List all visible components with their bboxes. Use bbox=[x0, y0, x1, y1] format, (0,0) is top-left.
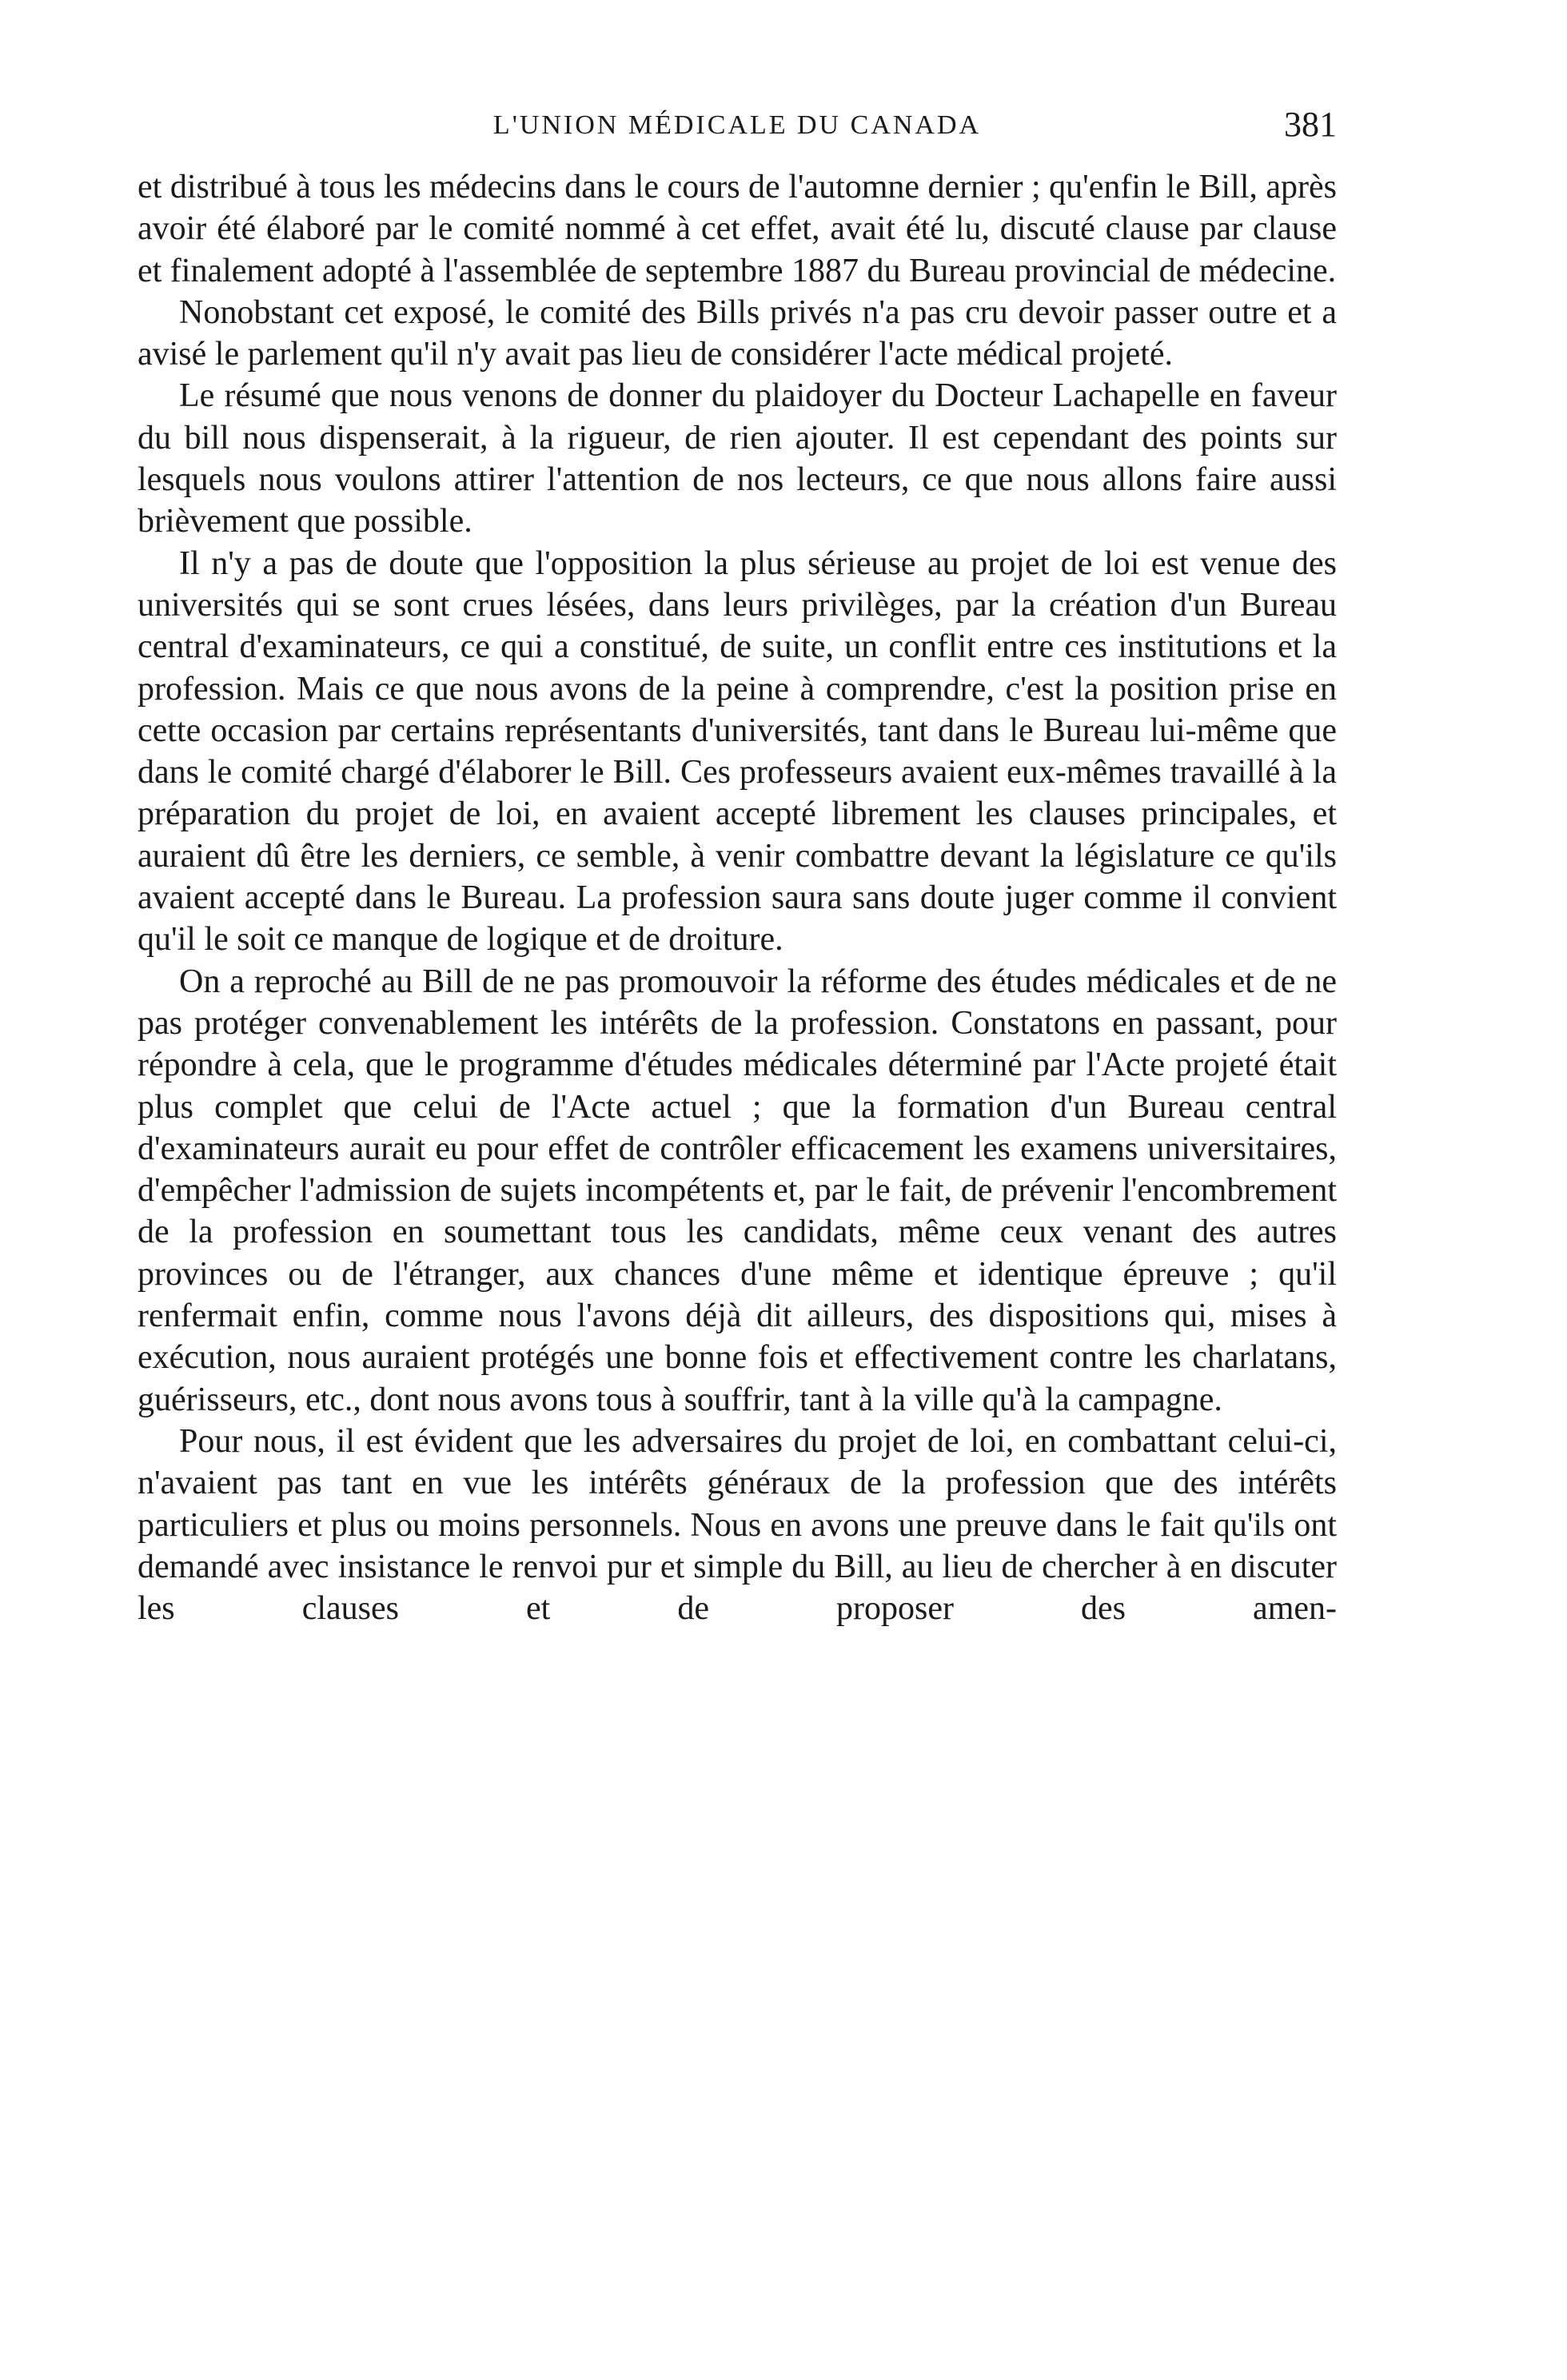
body-text bbox=[138, 166, 1337, 1629]
paragraph-1: et distribué à tous les médecins dans le cours de l'automne dernier ; qu'enfin le Bill, après avoir été élaboré par le comité nommé à cet effet, avait été lu, discuté clause par clause et finalement adopté à l'assemblée de septembre 1887 du Bureau provincial de médecine. bbox=[138, 169, 1337, 289]
page-number: 381 bbox=[1284, 105, 1337, 144]
paragraph-3: Le résumé que nous venons de donner du plaidoyer du Docteur Lachapelle en faveur du bill nous dispenserait, à la rigueur, de rien ajouter. Il est cependant des points sur lesquels nous voulons attirer l'attention de nos lecteurs, ce que nous allons faire aussi brièvement que possible. bbox=[138, 377, 1337, 540]
paragraph-6: Pour nous, il est évident que les adversaires du projet de loi, en combattant celui-ci, n'avaient pas tant en vue les intérêts généraux de la profession que des intérêts particuliers et plus ou moins personnels. Nous en avons une preuve dans le fait qu'ils ont demandé avec insistance le renvoi pur et simple du Bill, au lieu de chercher à en discuter les clauses et de proposer des amen- bbox=[138, 1422, 1337, 1628]
running-header bbox=[138, 104, 1337, 152]
journal-title: L'UNION MÉDICALE DU CANADA bbox=[492, 110, 982, 140]
paragraph-5: On a reproché au Bill de ne pas promouvoir la réforme des études médicales et de ne pas protéger convenablement les intérêts de la profession. Constatons en passant, pour répondre à cela, que le programme d'études médicales déterminé par l'Acte projeté était plus complet que celui de l'Acte actuel ; que la formation d'un Bureau central d'examinateurs aurait eu pour effet de contrôler efficacement les examens universitaires, d'empêcher l'admission de sujets incompétents et, par le fait, de prévenir l'encombrement de la profession en soumettant tous les candidats, même ceux venant des autres provinces ou de l'étranger, aux chances d'une même et identique épreuve ; qu'il renfermait enfin, comme nous l'avons déjà dit ailleurs, des dispositions qui, mises à exécution, nous auraient protégés une bonne fois et effectivement contre les charlatans, guérisseurs, etc., dont nous avons tous à souffrir, tant à la ville qu'à la campagne. bbox=[138, 963, 1337, 1418]
document-page bbox=[138, 104, 1337, 1629]
paragraph-4: Il n'y a pas de doute que l'opposition la plus sérieuse au projet de loi est venue des universités qui se sont crues lésées, dans leurs privilèges, par la création d'un Bureau central d'examinateurs, ce qui a constitué, de suite, un conflit entre ces institutions et la profession. Mais ce que nous avons de la peine à comprendre, c'est la position prise en cette occasion par certains représentants d'universités, tant dans le Bureau lui-même que dans le comité chargé d'élaborer le Bill. Ces professeurs avaient eux-mêmes travaillé à la préparation du projet de loi, en avaient accepté librement les clauses principales, et auraient dû être les derniers, ce semble, à venir combattre devant la législature ce qu'ils avaient accepté dans le Bureau. La profession saura sans doute juger comme il convient qu'il le soit ce manque de logique et de droiture. bbox=[138, 544, 1337, 959]
paragraph-2: Nonobstant cet exposé, le comité des Bills privés n'a pas cru devoir passer outre et a avisé le parlement qu'il n'y avait pas lieu de considérer l'acte médical projeté. bbox=[138, 293, 1337, 373]
